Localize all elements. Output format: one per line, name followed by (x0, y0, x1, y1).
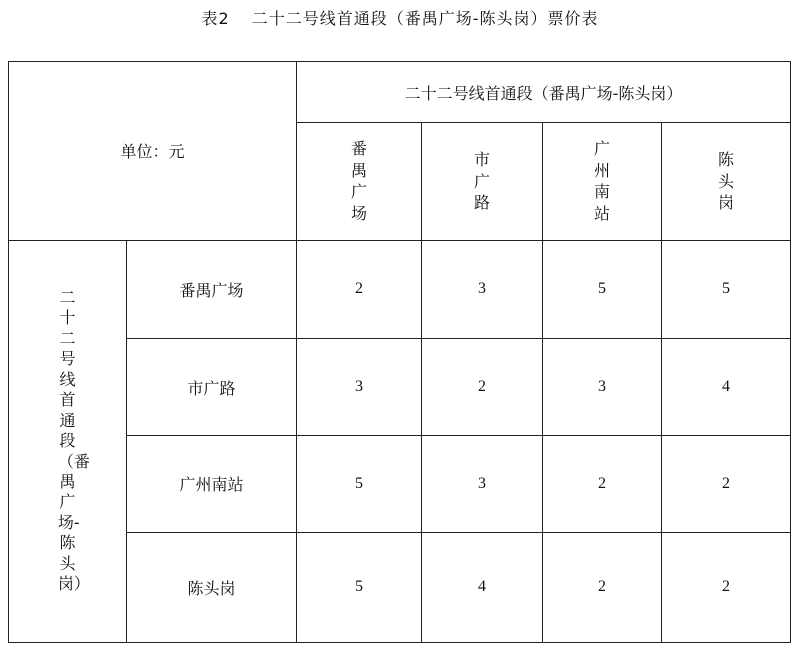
fare-cell: 4 (422, 532, 543, 642)
table-number: 表2 (201, 9, 230, 28)
fare-cell: 2 (662, 436, 791, 532)
fare-cell: 5 (662, 240, 791, 338)
fare-cell: 2 (543, 532, 662, 642)
header-title: 二十二号线首通段（番禺广场-陈头岗） (297, 62, 791, 123)
row-header: 陈头岗 (127, 532, 297, 642)
unit-cell: 单位：元 (9, 62, 297, 241)
column-header (422, 123, 543, 240)
fare-cell: 3 (543, 338, 662, 435)
column-header-label: 陈头岗 (718, 150, 735, 213)
fare-cell: 2 (543, 436, 662, 532)
fare-cell: 5 (297, 532, 422, 642)
fare-cell: 3 (297, 338, 422, 435)
fare-cell: 5 (543, 240, 662, 338)
table-row (9, 436, 791, 532)
fare-cell: 2 (422, 338, 543, 435)
table-row (9, 338, 791, 435)
fare-table (8, 61, 791, 643)
fare-cell: 2 (297, 240, 422, 338)
fare-cell: 2 (662, 532, 791, 642)
table-caption (0, 6, 800, 29)
column-header (662, 123, 791, 240)
column-header-label: 市广路 (474, 150, 491, 213)
fare-cell: 5 (297, 436, 422, 532)
row-group-label-cell (9, 240, 127, 642)
column-header-label: 广州南站 (594, 139, 611, 223)
table-row (9, 240, 791, 338)
row-header: 番禺广场 (127, 240, 297, 338)
row-header: 市广路 (127, 338, 297, 435)
table-title: 二十二号线首通段（番禺广场-陈头岗）票价表 (251, 9, 599, 28)
table-row (9, 532, 791, 642)
fare-cell: 4 (662, 338, 791, 435)
row-header: 广州南站 (127, 436, 297, 532)
fare-cell: 3 (422, 436, 543, 532)
column-header (297, 123, 422, 240)
fare-cell: 3 (422, 240, 543, 338)
row-group-label: 二十二号线首通段（番禺广场-陈头岗） (57, 287, 90, 594)
column-header-label: 番禺广场 (351, 139, 368, 223)
column-header (543, 123, 662, 240)
